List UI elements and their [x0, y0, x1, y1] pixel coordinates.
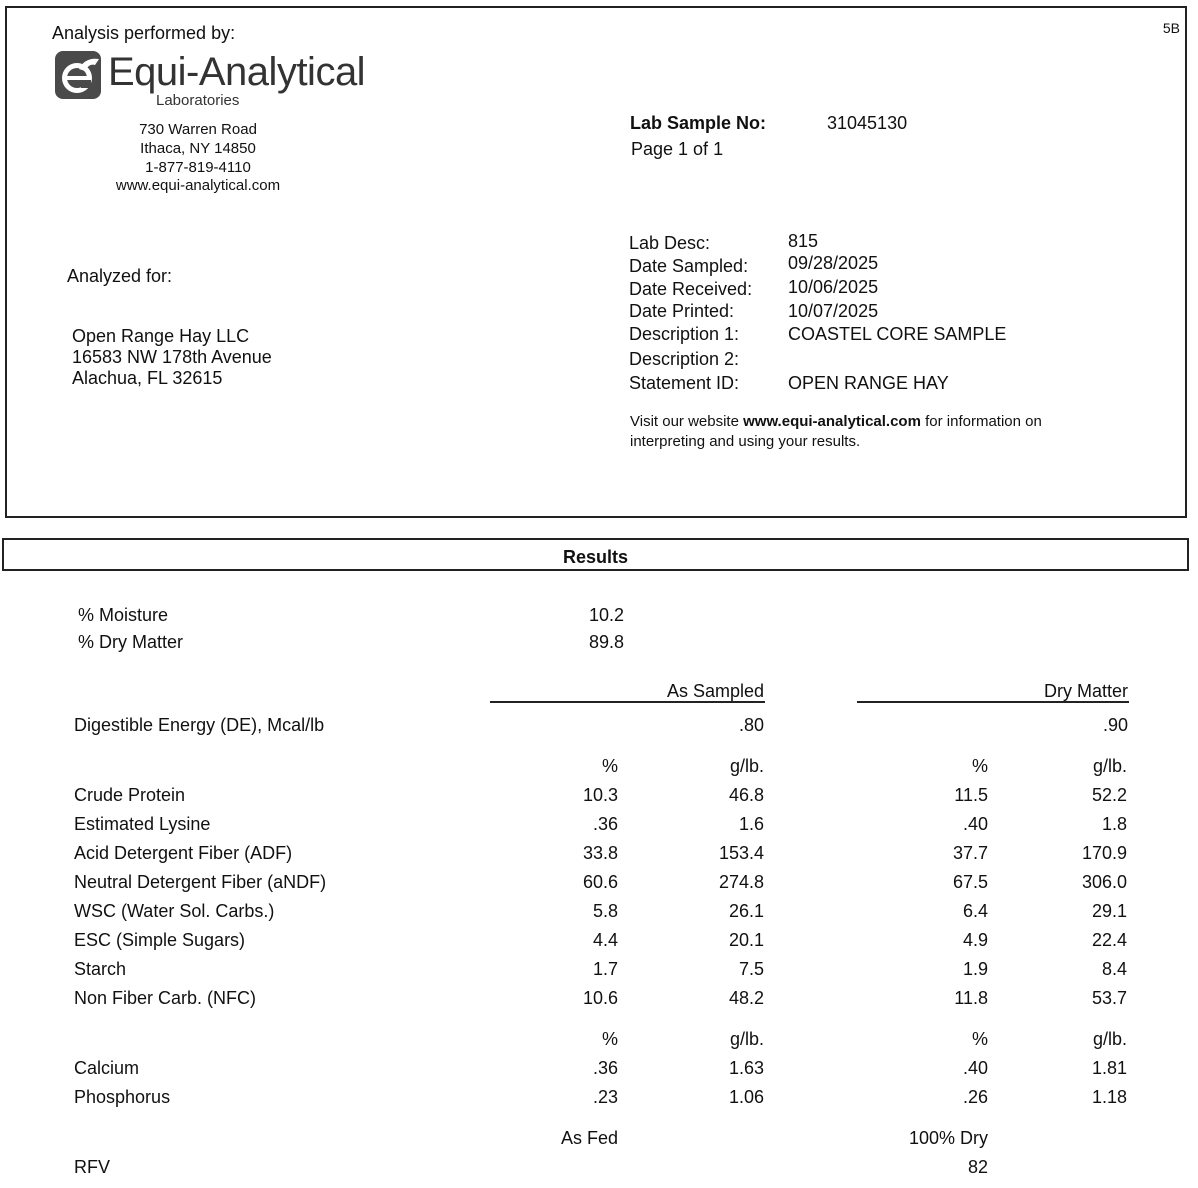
lab-website[interactable]: www.equi-analytical.com [115, 177, 281, 194]
unit-pct: % [601, 756, 618, 776]
nutrient-dm-glb: 306.0 [1081, 872, 1127, 892]
nutrient-as-pct: 10.3 [582, 785, 618, 805]
nutrient-as-pct: 4.4 [592, 930, 618, 950]
client-name: Open Range Hay LLC [72, 326, 250, 346]
mineral-as-pct: .23 [592, 1087, 618, 1107]
detail-value: 10/07/2025 [788, 301, 879, 321]
de-label: Digestible Energy (DE), Mcal/lb [74, 715, 325, 735]
results-title: Results [562, 547, 629, 567]
mineral-dm-pct: .40 [962, 1058, 988, 1078]
lab-address-2: Ithaca, NY 14850 [140, 140, 256, 157]
nutrient-as-pct: 60.6 [582, 872, 618, 892]
unit-glb: g/lb. [1092, 1029, 1127, 1049]
unit-pct: % [971, 1029, 988, 1049]
performed-by-label: Analysis performed by: [52, 23, 236, 43]
rfv-dry: 82 [967, 1157, 988, 1177]
nutrient-dm-pct: .40 [962, 814, 988, 834]
nutrient-name: Estimated Lysine [74, 814, 211, 834]
detail-value: 10/06/2025 [788, 277, 879, 297]
nutrient-as-pct: 10.6 [582, 988, 618, 1008]
de-dry-matter: .90 [1102, 715, 1128, 735]
nutrient-dm-pct: 6.4 [962, 901, 988, 921]
unit-pct: % [601, 1029, 618, 1049]
detail-label: Statement ID: [629, 373, 740, 393]
website-note-prefix: Visit our website [630, 413, 744, 430]
nutrient-as-glb: 26.1 [728, 901, 764, 921]
nutrient-as-pct: 5.8 [592, 901, 618, 921]
nutrient-dm-pct: 11.5 [954, 785, 988, 805]
nutrient-as-pct: 1.7 [592, 959, 618, 979]
detail-label: Description 2: [629, 349, 740, 369]
website-note-suffix: for information on [920, 413, 1042, 430]
detail-label: Description 1: [629, 324, 740, 344]
nutrient-dm-glb: 53.7 [1091, 988, 1127, 1008]
nutrient-dm-glb: 29.1 [1091, 901, 1127, 921]
lab-sample-number: 31045130 [827, 113, 908, 133]
de-as-sampled: .80 [738, 715, 764, 735]
nutrient-as-glb: 46.8 [728, 785, 764, 805]
nutrient-dm-pct: 67.5 [952, 872, 988, 892]
lab-address-1: 730 Warren Road [139, 121, 257, 138]
nutrient-dm-glb: 22.4 [1091, 930, 1127, 950]
detail-label: Date Received: [629, 279, 753, 299]
nutrient-as-glb: 7.5 [738, 959, 764, 979]
nutrient-as-glb: 20.1 [728, 930, 764, 950]
mineral-dm-glb: 1.18 [1091, 1087, 1127, 1107]
page-info: Page 1 of 1 [631, 139, 724, 159]
nutrient-name: Crude Protein [74, 785, 186, 805]
unit-glb: g/lb. [729, 1029, 764, 1049]
mineral-as-glb: 1.63 [728, 1058, 764, 1078]
detail-label: Date Sampled: [629, 256, 749, 276]
detail-label: Lab Desc: [629, 233, 711, 253]
mineral-name: Calcium [74, 1058, 140, 1078]
dry-matter-label: % Dry Matter [78, 632, 184, 652]
nutrient-name: Neutral Detergent Fiber (aNDF) [74, 872, 327, 892]
rfv-label: RFV [74, 1157, 110, 1177]
results-bar [2, 538, 1189, 571]
mineral-as-pct: .36 [592, 1058, 618, 1078]
analyzed-for-label: Analyzed for: [67, 266, 173, 286]
nutrient-dm-pct: 4.9 [962, 930, 988, 950]
as-sampled-header: As Sampled [666, 681, 764, 701]
moisture-label: % Moisture [78, 605, 169, 625]
dry-matter-value: 89.8 [588, 632, 624, 652]
website-note-line1 [630, 413, 1042, 430]
mineral-as-glb: 1.06 [728, 1087, 764, 1107]
lab-logo-sub: Laboratories [156, 92, 240, 109]
mineral-dm-glb: 1.81 [1091, 1058, 1127, 1078]
nutrient-as-glb: 48.2 [728, 988, 764, 1008]
nutrient-as-glb: 274.8 [718, 872, 764, 892]
moisture-value: 10.2 [588, 605, 624, 625]
lab-phone: 1-877-819-4110 [145, 159, 251, 176]
nutrient-dm-pct: 11.8 [954, 988, 988, 1008]
client-street: 16583 NW 178th Avenue [72, 347, 272, 367]
detail-value: COASTEL CORE SAMPLE [788, 324, 1007, 344]
nutrient-as-pct: .36 [592, 814, 618, 834]
as-fed-header: As Fed [560, 1128, 618, 1148]
mineral-dm-pct: .26 [962, 1087, 988, 1107]
mineral-name: Phosphorus [74, 1087, 171, 1107]
nutrient-dm-glb: 52.2 [1091, 785, 1127, 805]
nutrient-as-pct: 33.8 [582, 843, 618, 863]
nutrient-dm-glb: 1.8 [1101, 814, 1127, 834]
dry-matter-rule [857, 701, 1129, 703]
unit-glb: g/lb. [1092, 756, 1127, 776]
dry-matter-header: Dry Matter [1043, 681, 1128, 701]
nutrient-dm-pct: 37.7 [952, 843, 988, 863]
nutrient-as-glb: 153.4 [718, 843, 764, 863]
page-code: 5B [1162, 20, 1180, 36]
nutrient-name: Acid Detergent Fiber (ADF) [74, 843, 293, 863]
detail-label: Date Printed: [629, 301, 735, 321]
lab-logo-icon [55, 51, 101, 99]
client-city: Alachua, FL 32615 [72, 368, 223, 388]
unit-pct: % [971, 756, 988, 776]
nutrient-dm-glb: 170.9 [1081, 843, 1127, 863]
dry100-header: 100% Dry [908, 1128, 988, 1148]
as-sampled-rule [490, 701, 765, 703]
nutrient-as-glb: 1.6 [738, 814, 764, 834]
nutrient-name: Starch [74, 959, 127, 979]
detail-value: OPEN RANGE HAY [788, 373, 949, 393]
detail-value: 815 [788, 231, 819, 251]
lab-logo-name: Equi-Analytical [108, 50, 366, 94]
nutrient-dm-glb: 8.4 [1101, 959, 1127, 979]
website-note-link[interactable]: www.equi-analytical.com [743, 413, 921, 430]
nutrient-name: Non Fiber Carb. (NFC) [74, 988, 257, 1008]
nutrient-name: WSC (Water Sol. Carbs.) [74, 901, 275, 921]
website-note-line2: interpreting and using your results. [630, 433, 861, 450]
lab-sample-label: Lab Sample No: [630, 113, 767, 133]
nutrient-dm-pct: 1.9 [962, 959, 988, 979]
nutrient-name: ESC (Simple Sugars) [74, 930, 246, 950]
unit-glb: g/lb. [729, 756, 764, 776]
detail-value: 09/28/2025 [788, 253, 879, 273]
